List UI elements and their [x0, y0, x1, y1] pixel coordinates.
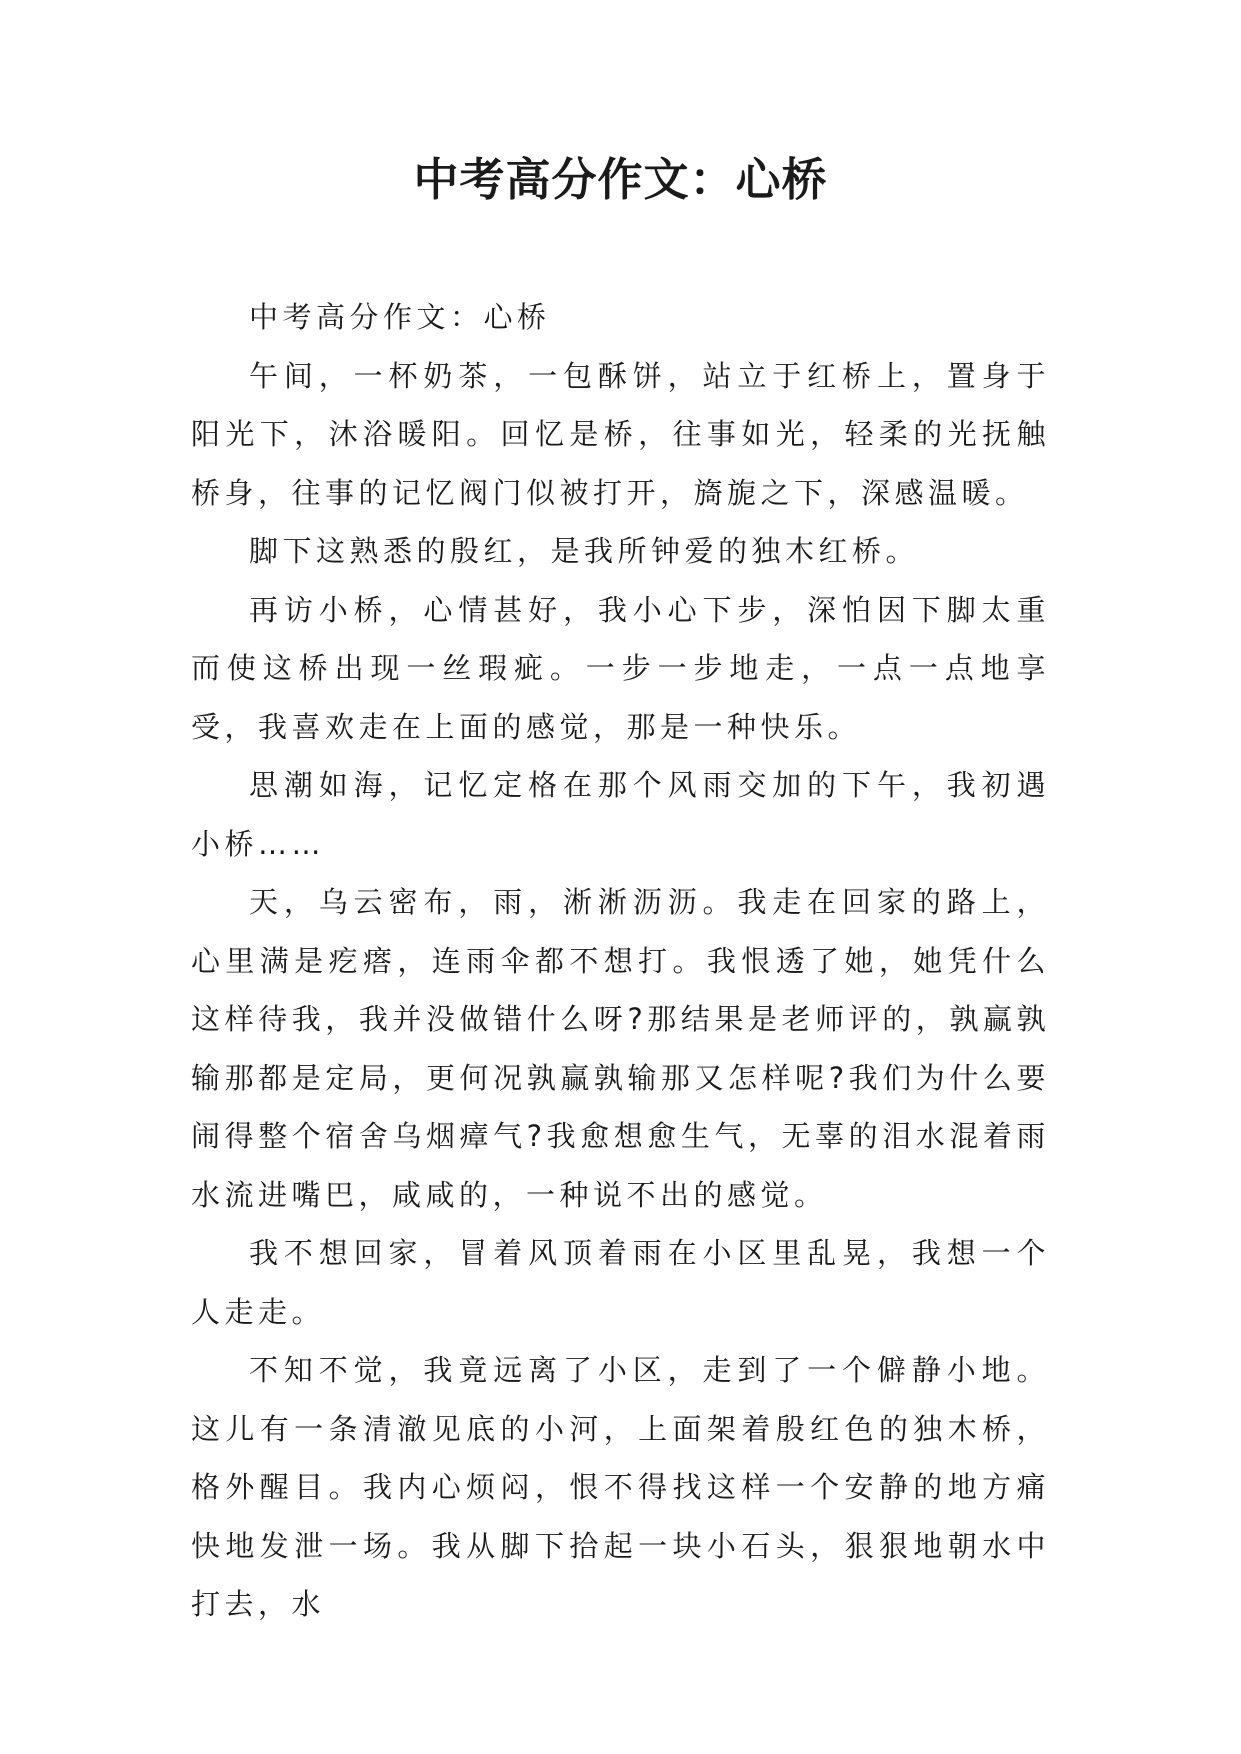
paragraph: 脚下这熟悉的殷红，是我所钟爱的独木红桥。: [249, 534, 920, 568]
paragraph: 午间，一杯奶茶，一包酥饼，站立于红桥上，置身于阳光下，沐浴暖阳。回忆是桥，往事如光，轻柔的光抚触桥身，往事的记忆阀门似被打开，旖旎之下，深感温暖。: [191, 358, 1050, 510]
document-body: [191, 288, 1050, 1634]
paragraph: 中考高分作文：心桥: [249, 300, 551, 334]
paragraph: 不知不觉，我竟远离了小区，走到了一个僻静小地。这儿有一条清澈见底的小河，上面架着殷红色的独木桥，格外醒目。我内心烦闷，恨不得找这样一个安静的地方痛快地发泄一场。我从脚下拾起一块小石头，狠狠地朝水中打去，水: [191, 1353, 1050, 1621]
paragraph: 思潮如海，记忆定格在那个风雨交加的下午，我初遇小桥……: [191, 768, 1050, 861]
paragraph: 再访小桥，心情甚好，我小心下步，深怕因下脚太重而使这桥出现一丝瑕疵。一步一步地走，一点一点地享受，我喜欢走在上面的感觉，那是一种快乐。: [191, 592, 1050, 744]
paragraph: 我不想回家，冒着风顶着雨在小区里乱晃，我想一个人走走。: [191, 1236, 1050, 1329]
document-title: 中考高分作文：心桥: [413, 153, 828, 206]
paragraph: 天，乌云密布，雨，淅淅沥沥。我走在回家的路上，心里满是疙瘩，连雨伞都不想打。我恨透了她，她凭什么这样待我，我并没做错什么呀?那结果是老师评的，孰赢孰输那都是定局，更何况孰赢孰输那又怎样呢?我们为什么要闹得整个宿舍乌烟瘴气?我愈想愈生气，无辜的泪水混着雨水流进嘴巴，咸咸的，一种说不出的感觉。: [191, 885, 1050, 1212]
